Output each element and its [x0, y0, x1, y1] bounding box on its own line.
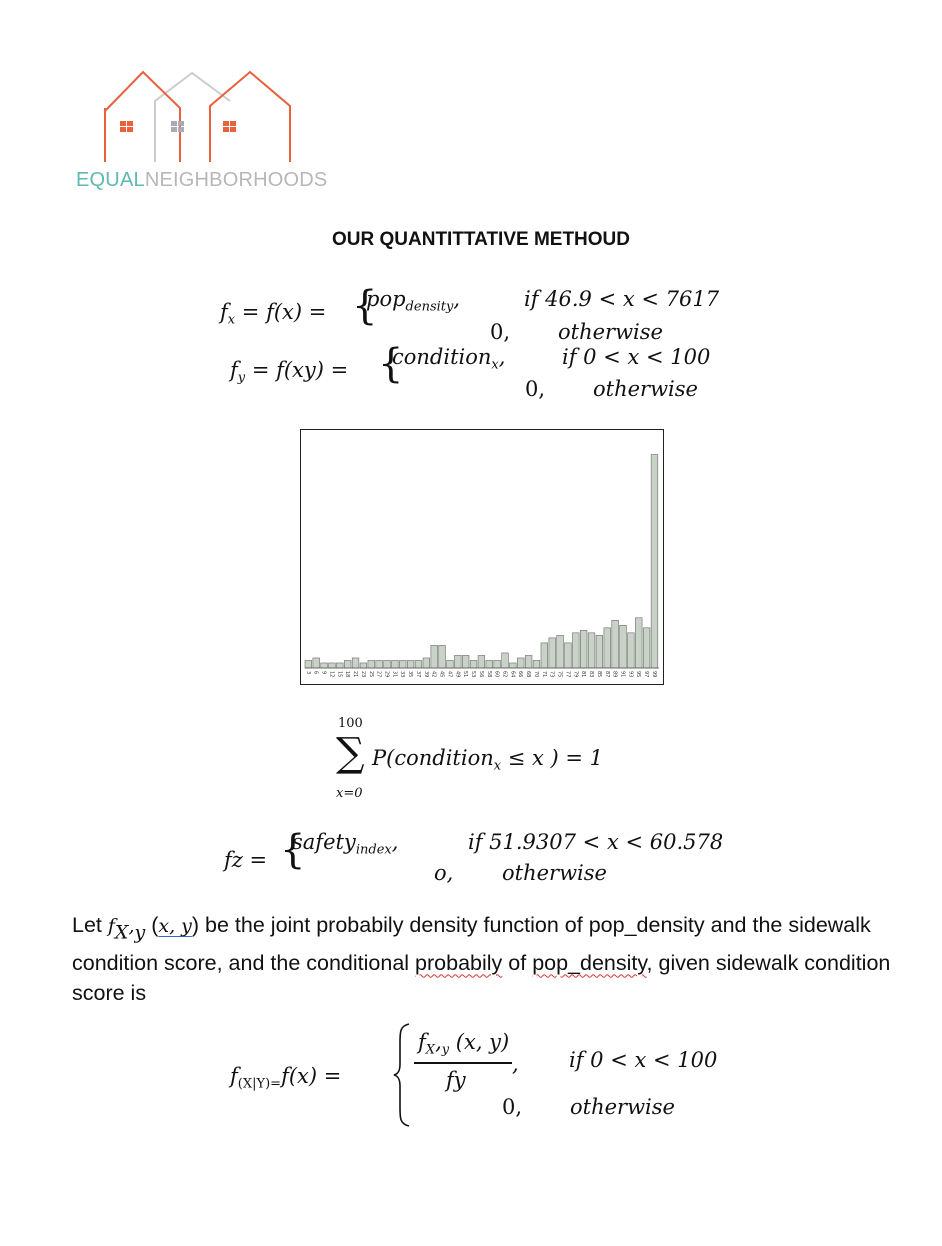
x-tick-label: 91: [619, 671, 626, 678]
equation-fy: $f_y = f(xy)$ =: [230, 358, 349, 386]
eq5-case2-cond: otherwise: [570, 1095, 675, 1119]
histogram-bar-81: [580, 630, 587, 668]
big-brace-eq5: [392, 1022, 412, 1128]
histogram-bar-21: [352, 658, 359, 668]
histogram-bar-70: [533, 660, 540, 668]
x-tick-label: 56: [477, 671, 484, 678]
histogram-bar-37: [415, 660, 422, 668]
eq2-case2-expr: 0,: [525, 377, 546, 401]
x-tick-label: 70: [532, 671, 539, 678]
x-tick-label: 51: [462, 671, 469, 678]
histogram-bar-62: [502, 653, 509, 668]
x-tick-label: 85: [595, 671, 602, 678]
x-tick-label: 87: [603, 671, 610, 678]
histogram-bar-68: [525, 655, 532, 668]
x-tick-label: 75: [556, 671, 563, 678]
histogram-bar-39: [423, 658, 430, 668]
frac-comma: ,: [512, 1052, 519, 1076]
brand-logo: [100, 66, 295, 166]
eq4-case2-expr: o,: [434, 861, 454, 885]
x-tick-label: 37: [414, 671, 421, 678]
x-tick-label: 23: [359, 671, 366, 678]
x-tick-label: 95: [635, 671, 642, 678]
x-tick-label: 97: [643, 671, 650, 678]
frac-denominator: fy: [446, 1068, 466, 1092]
histogram-bar-12: [329, 663, 336, 668]
eq2-case1-cond: if 0 < x < 100: [562, 345, 711, 369]
x-tick-label: 25: [367, 671, 374, 678]
x-tick-label: 89: [611, 671, 618, 678]
x-tick-label: 15: [336, 671, 343, 678]
x-tick-label: 68: [525, 671, 532, 678]
histogram-bar-31: [392, 660, 399, 668]
histogram-bar-73: [549, 638, 556, 668]
fraction-bar: [414, 1062, 512, 1064]
x-tick-label: 93: [627, 671, 634, 678]
x-tick-label: 71: [540, 671, 547, 678]
histogram-bar-71: [541, 643, 548, 668]
histogram-bar-79: [572, 633, 579, 668]
x-tick-label: 12: [328, 671, 335, 678]
histogram-bar-33: [399, 660, 406, 668]
brace-eq4: {: [280, 827, 306, 873]
histogram-bar-49: [454, 655, 461, 668]
x-tick-label: 31: [391, 671, 398, 678]
histogram-bar-18: [344, 660, 351, 668]
histogram-bar-99: [651, 455, 658, 668]
equation-fz: fz =: [224, 848, 268, 872]
eq2-case1-expr: condition$_x$,: [392, 345, 506, 373]
histogram-bar-42: [431, 645, 438, 668]
x-tick-label: 35: [407, 671, 414, 678]
middle-window-icon: [171, 121, 184, 132]
histogram-bar-89: [612, 620, 619, 668]
histogram-bar-75: [557, 635, 564, 668]
sum-upper-limit: 100: [338, 716, 363, 731]
histogram-bar-64: [510, 663, 517, 668]
x-tick-label: 42: [430, 671, 437, 678]
histogram-bar-3: [305, 660, 312, 668]
right-house-outline: [210, 72, 290, 162]
histogram-chart: [300, 429, 664, 685]
histogram-bar-93: [628, 633, 635, 668]
histogram-bar-53: [470, 660, 477, 668]
x-tick-label: 83: [588, 671, 595, 678]
eq1-case2-expr: 0,: [490, 320, 511, 344]
x-tick-label: 29: [383, 671, 390, 678]
histogram-bar-23: [360, 663, 367, 668]
equation-conditional: $f_{(X|Y)=}f(x)$ =: [230, 1064, 342, 1092]
histogram-bar-95: [635, 618, 642, 668]
x-tick-label: 3: [304, 671, 311, 675]
x-tick-label: 21: [352, 671, 359, 678]
x-tick-label: 79: [572, 671, 579, 678]
right-window-icon: [223, 121, 236, 132]
histogram-bar-58: [486, 660, 493, 668]
histogram-svg: [301, 430, 663, 684]
x-tick-label: 49: [454, 671, 461, 678]
histogram-bar-60: [494, 660, 501, 668]
histogram-bar-6: [313, 658, 320, 668]
histogram-bar-51: [462, 655, 469, 668]
histogram-bar-77: [565, 643, 572, 668]
histogram-bar-45: [439, 645, 446, 668]
eq5-case1-cond: if 0 < x < 100: [569, 1048, 718, 1072]
page-title: OUR QUANTITTATIVE METHOUD: [332, 229, 630, 250]
x-tick-label: 62: [501, 671, 508, 678]
histogram-bar-27: [376, 660, 383, 668]
brace-eq2: {: [378, 341, 404, 387]
eq5-case2-expr: 0,: [502, 1095, 523, 1119]
body-paragraph: Let fX,y (x, y) be the joint probabily density function of pop_density and the sidewalk condition score, and the conditional probabily of pop_density, given sidewalk condition score is: [72, 913, 891, 1005]
frac-numerator: $f_X,_y$ (x, y): [418, 1030, 510, 1058]
x-tick-label: 27: [375, 671, 382, 678]
sum-symbol: ∑: [336, 730, 365, 776]
eq4-case1-expr: safety$_{index}$,: [292, 830, 399, 858]
brand-part2: NEIGHBORHOODS: [144, 169, 328, 191]
histogram-bar-56: [478, 655, 485, 668]
sum-lower-limit: x=0: [336, 786, 363, 801]
histogram-bar-85: [596, 635, 603, 668]
x-tick-label: 33: [399, 671, 406, 678]
x-tick-label: 64: [509, 671, 516, 678]
histogram-bar-35: [407, 660, 414, 668]
histogram-bar-91: [620, 625, 627, 668]
eq1-case1-cond: if 46.9 < x < 7617: [524, 287, 720, 311]
x-tick-label: 73: [548, 671, 555, 678]
x-tick-label: 58: [485, 671, 492, 678]
histogram-bar-97: [643, 628, 650, 668]
brand-wordmark: [76, 169, 327, 192]
brand-part1: EQUAL: [76, 169, 145, 191]
histogram-bar-15: [336, 663, 343, 668]
x-tick-label: 39: [422, 671, 429, 678]
x-tick-label: 47: [446, 671, 453, 678]
x-tick-label: 6: [312, 671, 319, 675]
x-tick-label: 77: [564, 671, 571, 678]
x-tick-label: 60: [493, 671, 500, 678]
brace-eq1: {: [352, 283, 378, 329]
histogram-bar-25: [368, 660, 375, 668]
x-tick-label: 9: [320, 671, 327, 675]
sum-body: P(condition$_x$ ≤ x ) = 1: [372, 746, 604, 774]
x-tick-label: 66: [517, 671, 524, 678]
eq4-case1-cond: if 51.9307 < x < 60.578: [468, 830, 724, 854]
eq4-case2-cond: otherwise: [502, 861, 607, 885]
eq1-case1-expr: pop$_{density}$,: [366, 287, 461, 315]
histogram-bar-66: [517, 658, 524, 668]
x-tick-label: 45: [438, 671, 445, 678]
histogram-bar-47: [447, 660, 454, 668]
x-tick-label: 18: [344, 671, 351, 678]
histogram-bar-87: [604, 628, 611, 668]
equation-fx: $f_x = f(x)$ =: [220, 300, 327, 328]
histogram-bar-83: [588, 633, 595, 668]
left-house-outline: [105, 72, 180, 162]
x-tick-label: 53: [470, 671, 477, 678]
eq2-case2-cond: otherwise: [593, 377, 698, 401]
histogram-bar-9: [321, 663, 328, 668]
x-tick-label: 81: [580, 671, 587, 678]
x-tick-label: 99: [650, 671, 657, 678]
eq1-case2-cond: otherwise: [558, 320, 663, 344]
left-window-icon: [120, 121, 133, 132]
middle-house-outline: [155, 73, 230, 162]
histogram-bar-29: [384, 660, 391, 668]
